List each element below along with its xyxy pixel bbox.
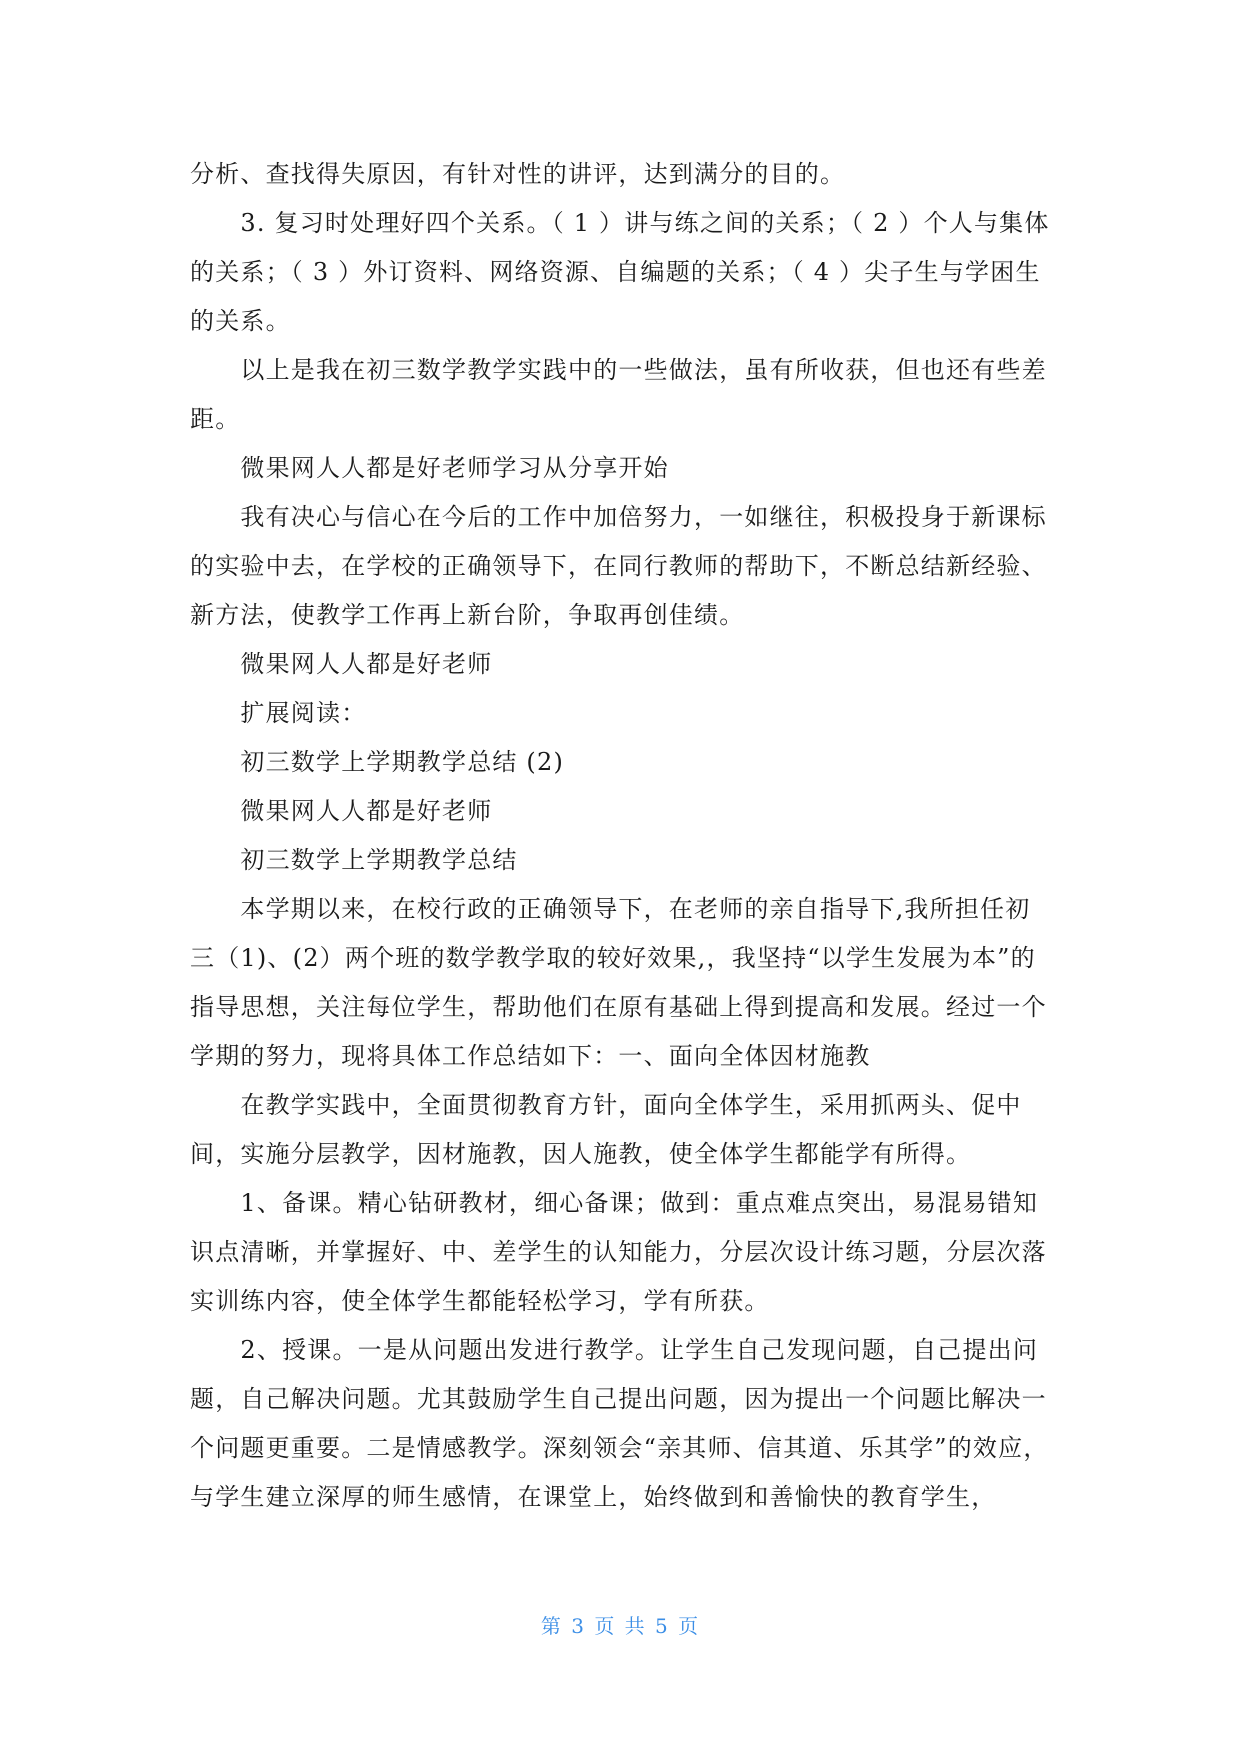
page-number-label: 第 3 页 共 5 页 xyxy=(540,1614,701,1638)
paragraph-2: 3. 复习时处理好四个关系。（ 1 ）讲与练之间的关系；（ 2 ）个人与集体的关系；（ 3 ）外订资料、网络资源、自编题的关系；（ 4 ）尖子生与学困生的关系。 xyxy=(190,209,1050,335)
paragraph-1: 分析、查找得失原因，有针对性的讲评，达到满分的目的。 xyxy=(190,160,846,188)
paragraph-7: 扩展阅读： xyxy=(190,699,367,727)
paragraph-4: 微果网人人都是好老师学习从分享开始 xyxy=(190,454,669,482)
paragraph-12: 在教学实践中，全面贯彻教育方针，面向全体学生，采用抓两头、促中间，实施分层教学，因材施教，因人施教，使全体学生都能学有所得。 xyxy=(190,1091,1022,1168)
paragraph-5: 我有决心与信心在今后的工作中加倍努力，一如继往，积极投身于新课标的实验中去，在学校的正确领导下，在同行教师的帮助下，不断总结新经验、新方法，使教学工作再上新台阶，争取再创佳绩。 xyxy=(190,503,1047,629)
paragraph-6: 微果网人人都是好老师 xyxy=(190,650,493,678)
paragraph-3: 以上是我在初三数学教学实践中的一些做法，虽有所收获，但也还有些差距。 xyxy=(190,356,1047,433)
paragraph-13: 1、备课。精心钻研教材，细心备课；做到：重点难点突出，易混易错知识点清晰，并掌握好、中、差学生的认知能力，分层次设计练习题，分层次落实训练内容，使全体学生都能轻松学习，学有所获。 xyxy=(190,1189,1047,1315)
document-body xyxy=(190,150,1050,1522)
page-footer xyxy=(0,1610,1241,1639)
paragraph-11: 本学期以来，在校行政的正确领导下，在老师的亲自指导下,我所担任初三（1)、(2）两个班的数学教学取的较好效果,，我坚持“以学生发展为本”的指导思想，关注每位学生，帮助他们在原有基础上得到提高和发展。经过一个学期的努力，现将具体工作总结如下：一、面向全体因材施教 xyxy=(190,895,1047,1070)
paragraph-9: 微果网人人都是好老师 xyxy=(190,797,493,825)
paragraph-14: 2、授课。一是从问题出发进行教学。让学生自己发现问题，自己提出问题，自己解决问题。尤其鼓励学生自己提出问题，因为提出一个问题比解决一个问题更重要。二是情感教学。深刻领会“亲其师、信其道、乐其学”的效应，与学生建立深厚的师生感情，在课堂上，始终做到和善愉快的教育学生， xyxy=(190,1336,1049,1511)
paragraph-8: 初三数学上学期教学总结 (2) xyxy=(190,748,565,776)
paragraph-10: 初三数学上学期教学总结 xyxy=(190,846,518,874)
